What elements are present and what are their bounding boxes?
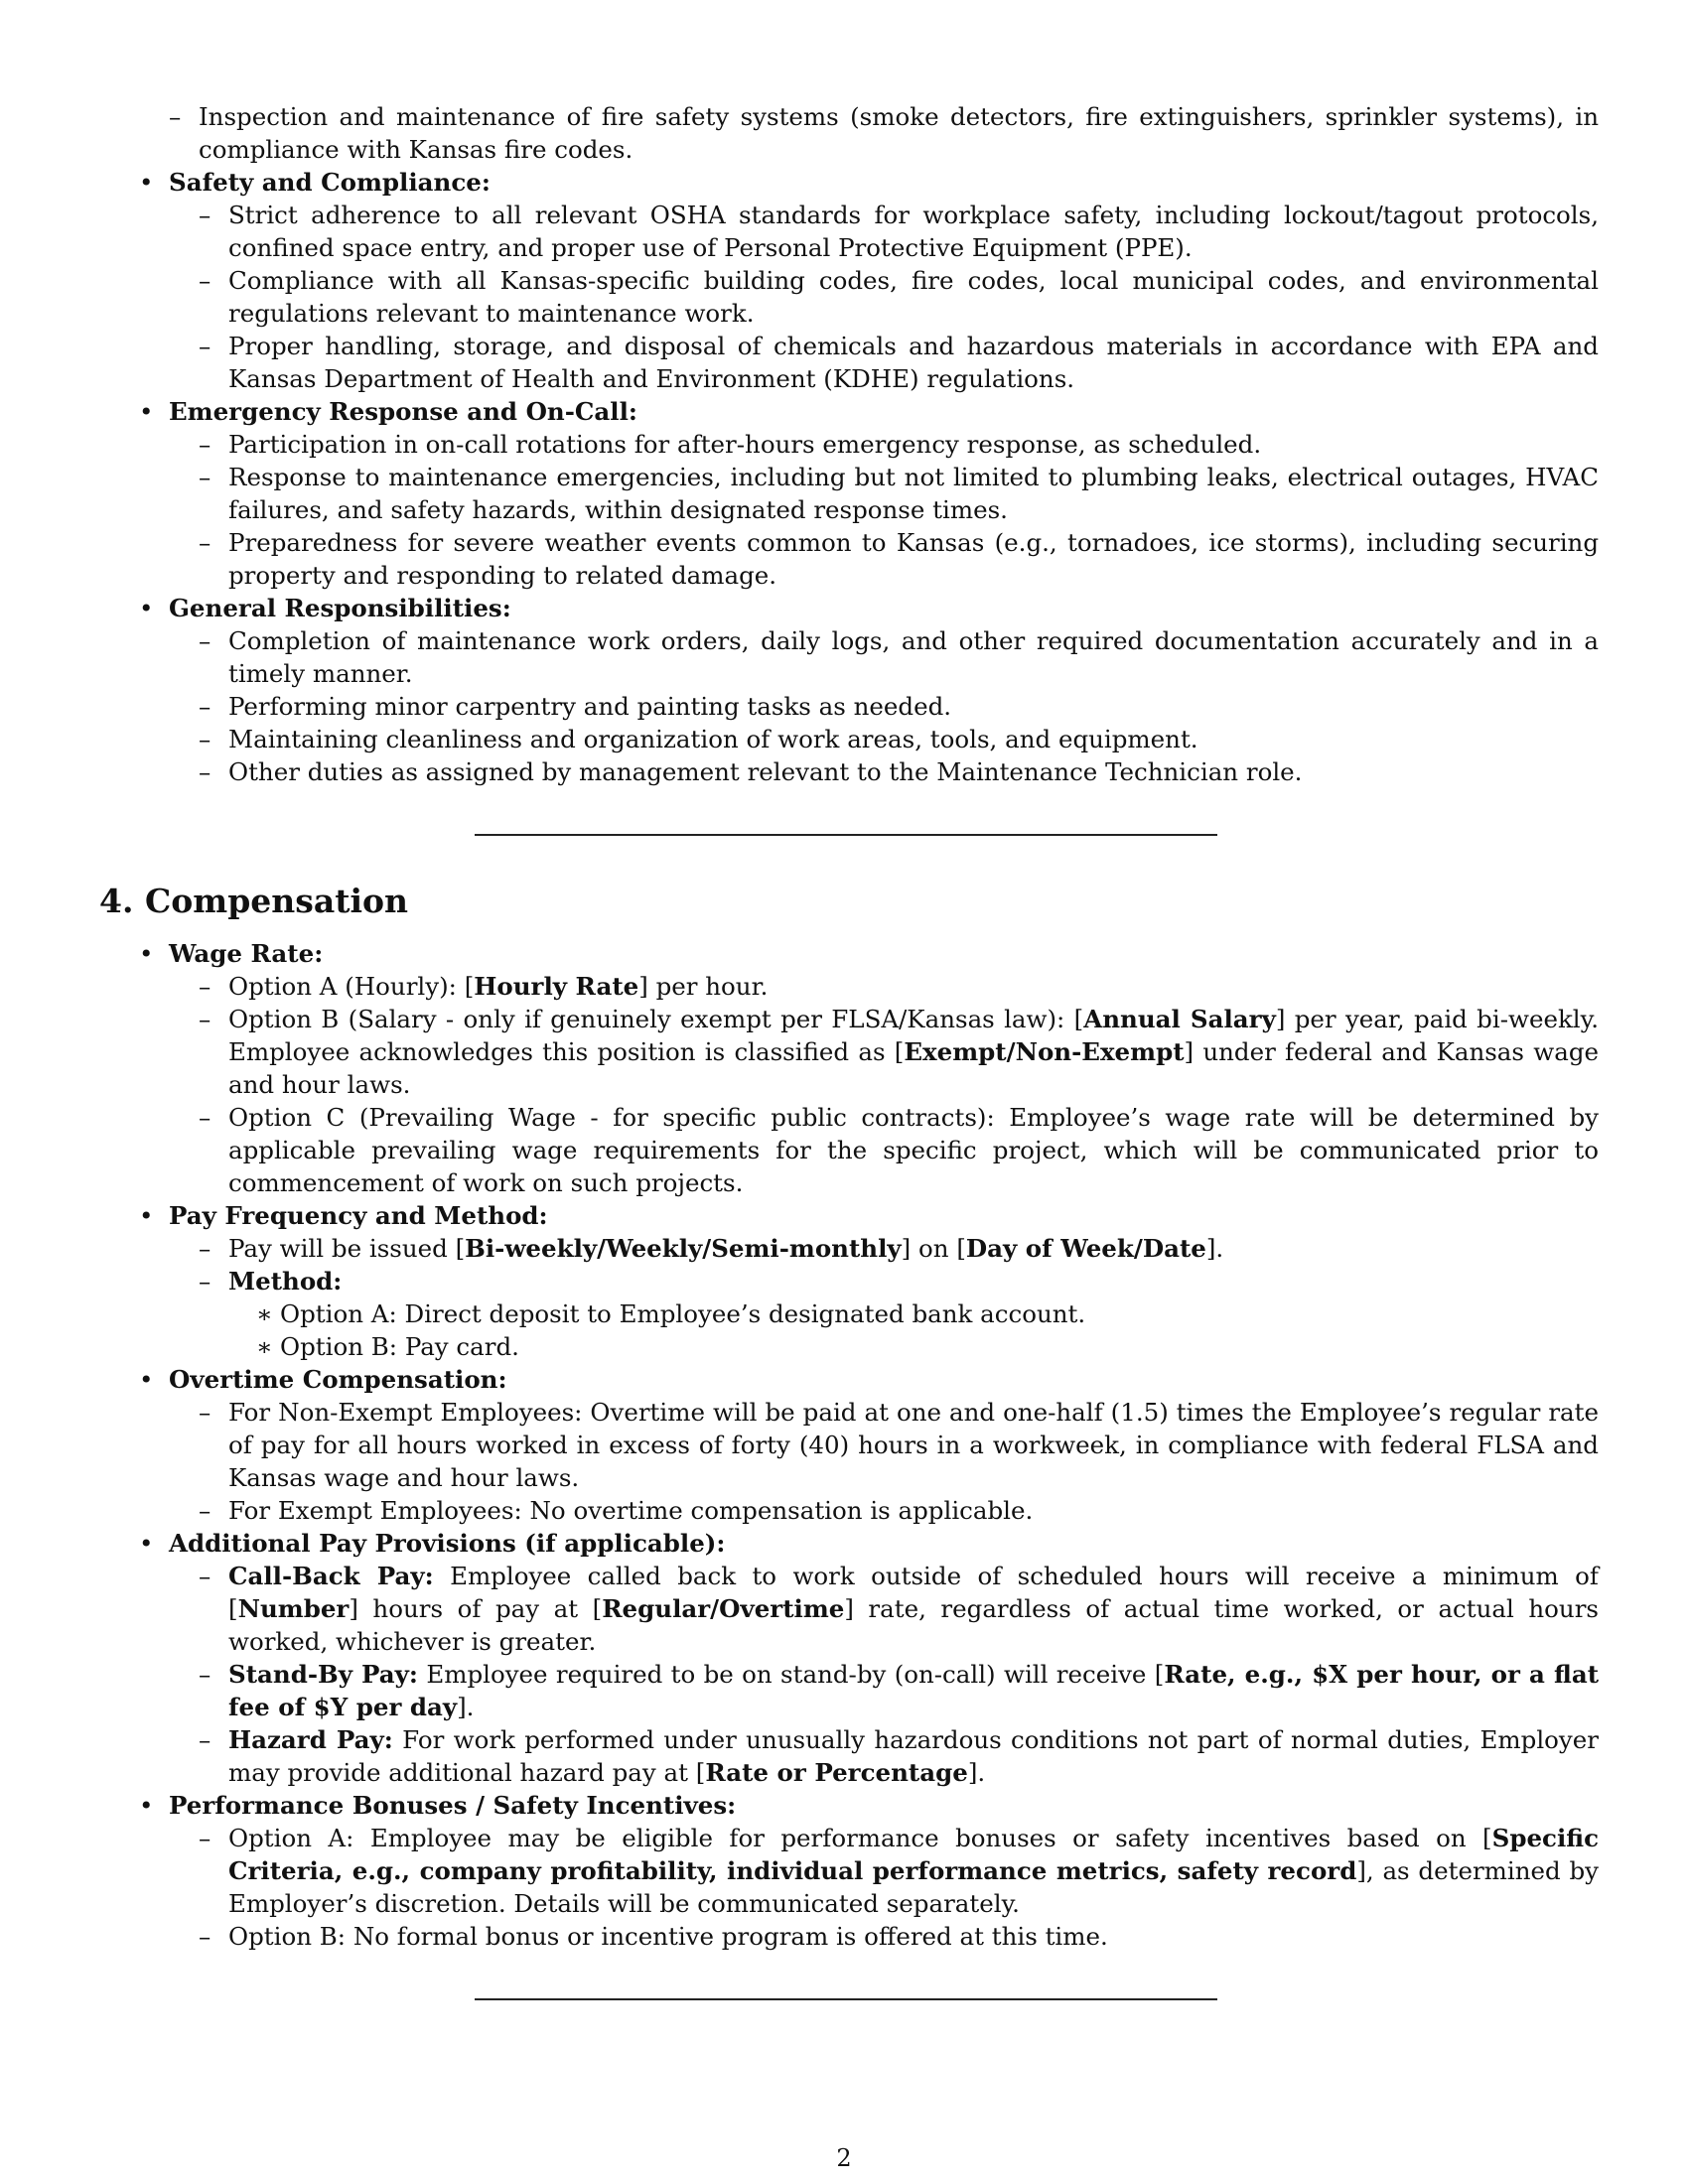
wage-option-a: – Option A (Hourly): [Hourly Rate] per hour.: [169, 970, 1599, 1003]
pay-method: – Method: ∗ Option A: Direct deposit to Employee’s designated bank account. ∗ Option B: Pay card.: [169, 1265, 1599, 1363]
list-item: – Strict adherence to all relevant OSHA standards for workplace safety, including lockout/tagout protocols, confined space entry, and proper use of Personal Protective Equipment (PPE).: [169, 199, 1599, 264]
additional-pay-heading: Additional Pay Provisions (if applicable):: [169, 1529, 726, 1558]
section-title: [99, 882, 408, 921]
carryover-list: [139, 100, 1599, 166]
list-item: – For Exempt Employees: No overtime compensation is applicable.: [169, 1494, 1599, 1527]
section-divider: [475, 1998, 1217, 2000]
emergency-response-item: [139, 395, 1599, 592]
hazard-pay: – Hazard Pay: For work performed under unusually hazardous conditions not part of normal duties, Employer may provide additional hazard pay at [Rate or Percentage].: [169, 1723, 1599, 1789]
list-item: – Compliance with all Kansas-specific building codes, fire codes, local municipal codes, and environmental regulations relevant to maintenance work.: [169, 264, 1599, 330]
stand-by-pay: – Stand-By Pay: Employee required to be on stand-by (on-call) will receive [Rate, e.g., $X per hour, or a flat fee of $Y per day].: [169, 1658, 1599, 1723]
list-item: ∗ Option A: Direct deposit to Employee’s designated bank account.: [228, 1297, 1599, 1330]
list-item: – Preparedness for severe weather events common to Kansas (e.g., tornadoes, ice storms), including securing property and responding to related damage.: [169, 526, 1599, 592]
additional-pay-item: [139, 1527, 1599, 1789]
pay-frequency-heading: Pay Frequency and Method:: [169, 1201, 548, 1230]
pay-frequency-item: [139, 1199, 1599, 1363]
section-number: 4.: [99, 882, 134, 920]
list-item: – Inspection and maintenance of fire safety systems (smoke detectors, fire extinguishers, sprinkler systems), in compliance with Kansas fire codes.: [139, 100, 1599, 166]
compensation-list: [139, 937, 1599, 1953]
duties-continuation: [139, 100, 1599, 788]
list-item: – Proper handling, storage, and disposal of chemicals and hazardous materials in accordance with EPA and Kansas Department of Health and Environment (KDHE) regulations.: [169, 330, 1599, 395]
overtime-heading: Overtime Compensation:: [169, 1365, 507, 1394]
general-responsibilities-item: [139, 592, 1599, 788]
list-item: – Participation in on-call rotations for after-hours emergency response, as scheduled.: [169, 428, 1599, 461]
bonuses-heading: Performance Bonuses / Safety Incentives:: [169, 1791, 737, 1820]
section-heading: Compensation: [145, 882, 408, 920]
compensation-content: [139, 937, 1599, 1953]
pay-issued: – Pay will be issued [Bi-weekly/Weekly/Semi-monthly] on [Day of Week/Date].: [169, 1232, 1599, 1265]
safety-compliance-heading: Safety and Compliance:: [169, 168, 491, 197]
wage-rate-heading: Wage Rate:: [169, 939, 324, 968]
safety-compliance-item: [139, 166, 1599, 395]
list-item: – Completion of maintenance work orders, daily logs, and other required documentation accurately and in a timely manner.: [169, 624, 1599, 690]
wage-rate-item: [139, 937, 1599, 1199]
emergency-response-heading: Emergency Response and On-Call:: [169, 397, 637, 426]
page-number: 2: [836, 2144, 852, 2172]
list-item: – Other duties as assigned by management relevant to the Maintenance Technician role.: [169, 755, 1599, 788]
bonus-option-a: – Option A: Employee may be eligible for performance bonuses or safety incentives based on [Specific Criteria, e.g., company profitability, individual performance metrics, safety record], as determined by Employer’s discretion. Details will be communicated separately.: [169, 1822, 1599, 1920]
duties-list: [139, 166, 1599, 788]
call-back-pay: – Call-Back Pay: Employee called back to work outside of scheduled hours will receive a minimum of [Number] hours of pay at [Regular/Overtime] rate, regardless of actual time worked, or actual hours worked, whichever is greater.: [169, 1560, 1599, 1658]
list-item: – For Non-Exempt Employees: Overtime will be paid at one and one-half (1.5) times the Employee’s regular rate of pay for all hours worked in excess of forty (40) hours in a workweek, in compliance with federal FLSA and Kansas wage and hour laws.: [169, 1396, 1599, 1494]
overtime-item: [139, 1363, 1599, 1527]
bonus-option-b: – Option B: No formal bonus or incentive program is offered at this time.: [169, 1920, 1599, 1953]
section-divider: [475, 834, 1217, 836]
bonuses-item: [139, 1789, 1599, 1953]
list-item: – Response to maintenance emergencies, including but not limited to plumbing leaks, electrical outages, HVAC failures, and safety hazards, within designated response times.: [169, 461, 1599, 526]
list-item: – Performing minor carpentry and painting tasks as needed.: [169, 690, 1599, 723]
general-responsibilities-heading: General Responsibilities:: [169, 594, 511, 622]
list-item: ∗ Option B: Pay card.: [228, 1330, 1599, 1363]
wage-option-c: – Option C (Prevailing Wage - for specific public contracts): Employee’s wage rate will be determined by applicable prevailing wage requirements for the specific project, which will be communicated prior to commencement of work on such projects.: [169, 1101, 1599, 1199]
wage-option-b: – Option B (Salary - only if genuinely exempt per FLSA/Kansas law): [Annual Salary] per year, paid bi-weekly. Employee acknowledges this position is classified as [Exempt/Non-Exempt] under federal and Kansas wage and hour laws.: [169, 1003, 1599, 1101]
list-item: – Maintaining cleanliness and organization of work areas, tools, and equipment.: [169, 723, 1599, 755]
